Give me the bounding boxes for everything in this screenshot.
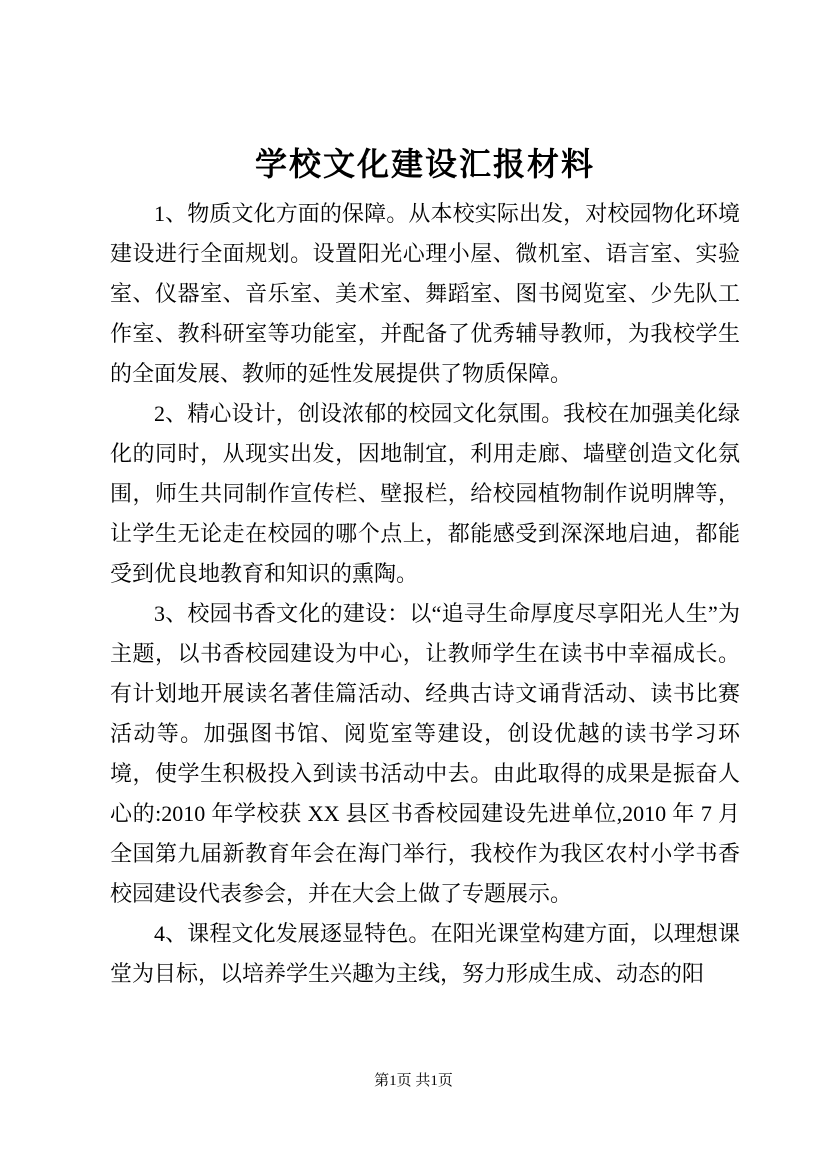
paragraph-3: 3、校园书香文化的建设：以“追寻生命厚度尽享阳光人生”为主题，以书香校园建设为中心，让教师学生在读书中幸福成长。有计划地开展读名著佳篇活动、经典古诗文诵背活动、读书比赛活动等。加强图书馆、阅览室等建设，创设优越的读书学习环境，使学生积极投入到读书活动中去。由此取得的成果是振奋人心的:2010 年学校获 XX 县区书香校园建设先进单位,2010 年 7 月全国第九届新教育年会在海门举行，我校作为我区农村小学书香校园建设代表参会，并在大会上做了专题展示。	[110, 601, 740, 906]
paragraph-2: 2、精心设计，创设浓郁的校园文化氛围。我校在加强美化绿化的同时，从现实出发，因地制宜，利用走廊、墙壁创造文化氛围，师生共同制作宣传栏、壁报栏，给校园植物制作说明牌等，让学生无论走在校园的哪个点上，都能感受到深深地启迪，都能受到优良地教育和知识的熏陶。	[110, 401, 740, 586]
paragraph-4: 4、课程文化发展逐显特色。在阳光课堂构建方面，以理想课堂为目标，以培养学生兴趣为主线，努力形成生成、动态的阳	[110, 921, 740, 986]
document-title: 学校文化建设汇报材料	[254, 146, 595, 182]
paragraph-1: 1、物质文化方面的保障。从本校实际出发，对校园物化环境建设进行全面规划。设置阳光心理小屋、微机室、语言室、实验室、仪器室、音乐室、美术室、舞蹈室、图书阅览室、少先队工作室、教科研室等功能室，并配备了优秀辅导教师，为我校学生的全面发展、教师的延性发展提供了物质保障。	[110, 201, 740, 386]
page-footer	[0, 1070, 827, 1092]
document-body	[110, 141, 740, 994]
page-number-indicator: 第1页 共1页	[374, 1073, 453, 1089]
